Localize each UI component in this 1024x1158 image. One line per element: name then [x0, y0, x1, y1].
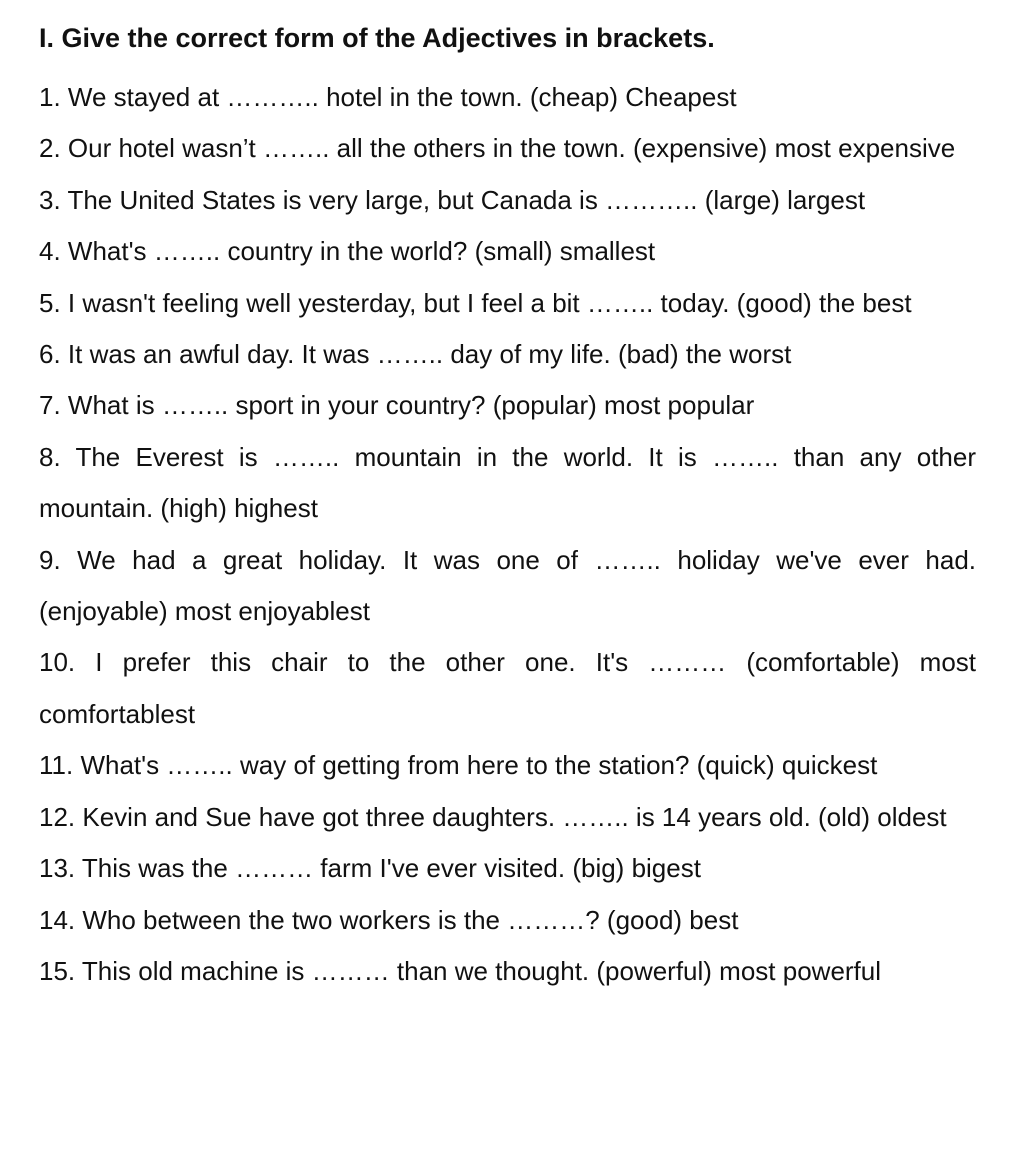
exercise-heading: I. Give the correct form of the Adjectives in brackets. — [39, 23, 715, 53]
exercise-item-11: 11. What's …….. way of getting from here to the station? (quick) quickest — [39, 750, 878, 781]
exercise-item-7: 7. What is …….. sport in your country? (popular) most popular — [39, 390, 755, 421]
exercise-item-15: 15. This old machine is ……… than we thought. (powerful) most powerful — [39, 955, 882, 986]
exercise-item-3: 3. The United States is very large, but Canada is ……….. (large) largest — [39, 184, 866, 215]
exercise-item-4: 4. What's …….. country in the world? (small) smallest — [39, 236, 656, 267]
exercise-item-2: 2. Our hotel wasn’t …….. all the others in the town. (expensive) most expensive — [39, 133, 956, 164]
exercise-item-12: 12. Kevin and Sue have got three daughters. …….. is 14 years old. (old) oldest — [39, 801, 947, 832]
exercise-item-14: 14. Who between the two workers is the ………? (good) best — [39, 904, 739, 935]
exercise-item-10: 10. I prefer this chair to the other one. It's ……… (comfortable) most comfortablest — [39, 647, 976, 729]
exercise-item-13: 13. This was the ……… farm I've ever visited. (big) bigest — [39, 853, 701, 884]
exercise-list — [39, 72, 976, 997]
exercise-item-9: 9. We had a great holiday. It was one of …….. holiday we've ever had. (enjoyable) most enjoyablest — [39, 544, 976, 627]
exercise-item-6: 6. It was an awful day. It was …….. day of my life. (bad) the worst — [39, 339, 792, 370]
exercise-item-1: 1. We stayed at ……….. hotel in the town. (cheap) Cheapest — [39, 82, 737, 112]
exercise-item-8: 8. The Everest is …….. mountain in the world. It is …….. than any other mountain. (high) highest — [39, 441, 976, 524]
exercise-item-5: 5. I wasn't feeling well yesterday, but I feel a bit …….. today. (good) the best — [39, 287, 912, 318]
